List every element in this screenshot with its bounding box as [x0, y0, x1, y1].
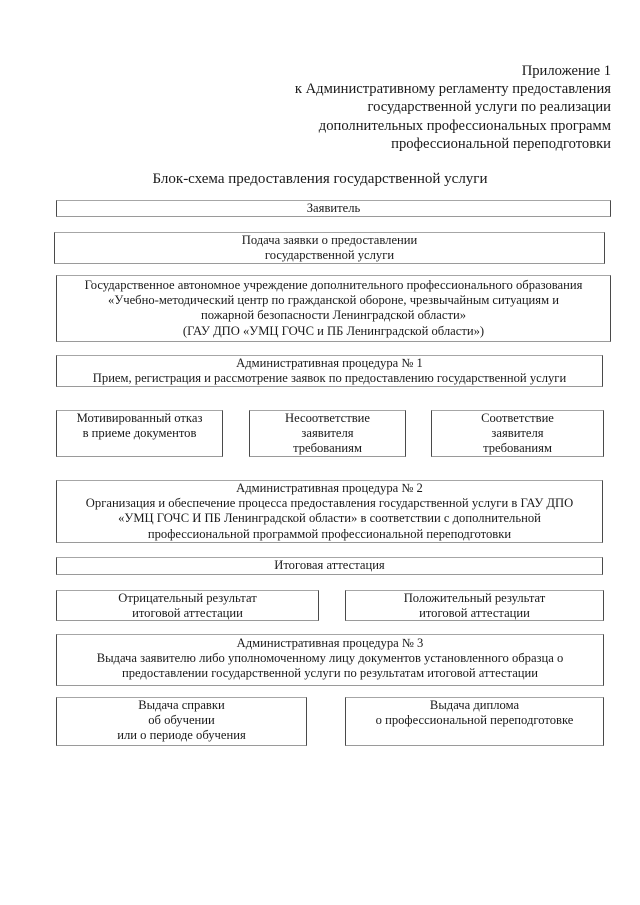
appendix-header	[295, 62, 611, 153]
positive-result-box	[345, 590, 604, 621]
box-line: Заявитель	[306, 201, 361, 215]
diploma-box	[345, 697, 604, 746]
box-line: Выдача диплома	[429, 698, 520, 712]
nonconformity-box	[249, 410, 406, 457]
appendix-line: профессиональной переподготовки	[391, 135, 611, 152]
box-line: Итоговая аттестация	[274, 558, 385, 572]
appendix-line: дополнительных профессиональных программ	[318, 117, 611, 134]
box-line: требованиям	[483, 441, 552, 456]
box-line: Положительный результат	[403, 591, 546, 605]
box-line: Административная процедура № 1	[236, 356, 423, 370]
box-line: Административная процедура № 2	[236, 481, 423, 495]
box-line: пожарной безопасности Ленинградской области»	[200, 308, 467, 323]
box-line: (ГАУ ДПО «УМЦ ГОЧС и ПБ Ленинградской области»)	[182, 323, 485, 338]
procedure1-box	[56, 355, 603, 387]
box-line: заявителя	[491, 426, 544, 441]
negative-result-box	[56, 590, 319, 621]
box-line: итоговой аттестации	[419, 606, 530, 621]
certificate-box	[56, 697, 307, 746]
box-line: «Учебно-методический центр по гражданской обороне, чрезвычайным ситуациям и	[108, 293, 559, 308]
refusal-box	[56, 410, 223, 457]
box-line: Прием, регистрация и рассмотрение заявок по предоставлению государственной услуги	[92, 371, 567, 386]
box-line: итоговой аттестации	[132, 606, 243, 621]
box-line: заявителя	[301, 426, 354, 441]
box-line: Организация и обеспечение процесса предоставления государственной услуги в ГАУ ДПО	[85, 496, 574, 511]
box-line: государственной услуги	[264, 248, 395, 263]
box-line: «УМЦ ГОЧС И ПБ Ленинградской области» в соответствии с дополнительной	[118, 511, 541, 526]
institution-box	[56, 275, 611, 342]
conformity-box	[431, 410, 604, 457]
box-line: об обучении	[148, 713, 215, 728]
page-title: Блок-схема предоставления государственной услуги	[152, 171, 488, 187]
submission-box	[54, 232, 605, 264]
box-line: Государственное автономное учреждение дополнительного профессионального образования	[84, 278, 583, 292]
final-attestation-box	[56, 557, 603, 575]
box-line: требованиям	[293, 441, 362, 456]
box-line: или о периоде обучения	[117, 728, 246, 743]
box-line: Отрицательный результат	[118, 591, 257, 605]
box-line: предоставлении государственной услуги по результатам итоговой аттестации	[121, 666, 539, 681]
box-line: Подача заявки о предоставлении	[241, 233, 418, 247]
box-line: профессиональной программой профессиональной переподготовки	[147, 526, 512, 541]
box-line: в приеме документов	[82, 426, 197, 441]
appendix-line: к Административному регламенту предоставления	[294, 81, 611, 98]
box-line: Выдача справки	[138, 698, 225, 712]
box-line: Мотивированный отказ	[76, 411, 203, 425]
applicant-box	[56, 200, 611, 217]
box-line: Соответствие	[481, 411, 554, 425]
box-line: Выдача заявителю либо уполномоченному лицу документов установленного образца о	[96, 651, 564, 666]
procedure3-box	[56, 634, 604, 686]
appendix-line: Приложение 1	[521, 63, 611, 79]
appendix-line: государственной услуги по реализации	[367, 99, 611, 116]
procedure2-box	[56, 480, 603, 543]
box-line: Несоответствие	[284, 411, 370, 425]
box-line: о профессиональной переподготовке	[375, 713, 574, 728]
box-line: Административная процедура № 3	[236, 636, 424, 650]
